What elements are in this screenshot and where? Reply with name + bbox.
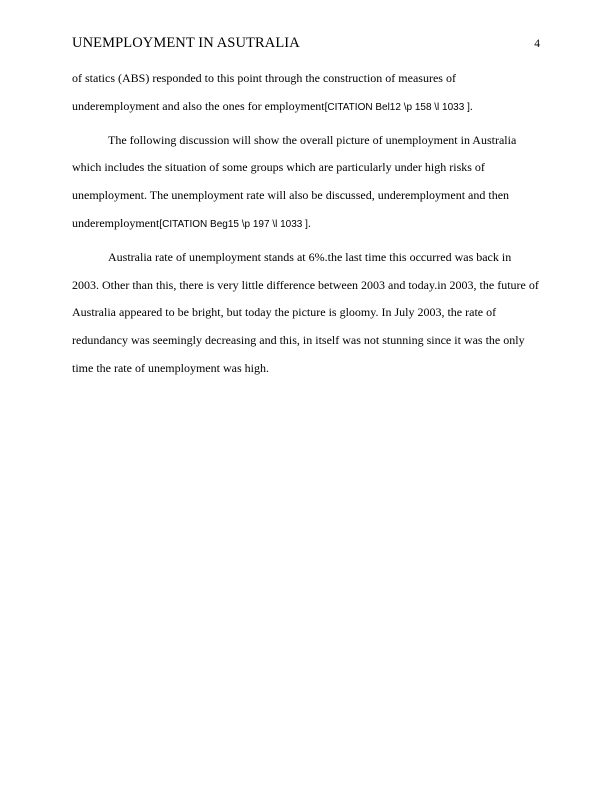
- text-line: Australia rate of unemployment stands at 6%.the last time this occurred was back in: [108, 249, 512, 264]
- text-line: 2003. Other than this, there is very little difference between 2003 and today.in 2003, the future of: [72, 277, 539, 292]
- citation-field: [CITATION Bel12 \p 158 \l 1033 ]: [324, 101, 470, 113]
- text-run: .: [307, 215, 311, 230]
- citation-field: [CITATION Beg15 \p 197 \l 1033 ]: [159, 218, 308, 230]
- text-line: [72, 97, 542, 116]
- paragraph: [72, 248, 542, 378]
- text-line: [72, 214, 542, 233]
- running-head: UNEMPLOYMENT IN ASUTRALIA: [72, 35, 300, 51]
- text-line: The following discussion will show the overall picture of unemployment in Australia: [108, 132, 517, 147]
- text-run: .: [469, 98, 473, 113]
- text-line: Australia appeared to be bright, but today the picture is gloomy. In July 2003, the rate of: [72, 305, 497, 320]
- page-header: [72, 35, 540, 55]
- text-line: which includes the situation of some groups which are particularly under high risks of: [72, 160, 485, 175]
- text-line: unemployment. The unemployment rate will also be discussed, underemployment and then: [72, 188, 510, 203]
- text-line: time the rate of unemployment was high.: [72, 360, 269, 375]
- text-run: underemployment: [72, 215, 160, 230]
- text-line: redundancy was seemingly decreasing and this, in itself was not stunning since it was the only: [72, 333, 525, 348]
- text-line: of statics (ABS) responded to this point through the construction of measures of: [72, 71, 456, 85]
- document-body: [72, 69, 542, 387]
- paragraph: [72, 69, 542, 116]
- paragraph: [72, 131, 542, 233]
- page-number: 4: [534, 38, 540, 50]
- text-run: underemployment and also the ones for employment: [72, 98, 325, 113]
